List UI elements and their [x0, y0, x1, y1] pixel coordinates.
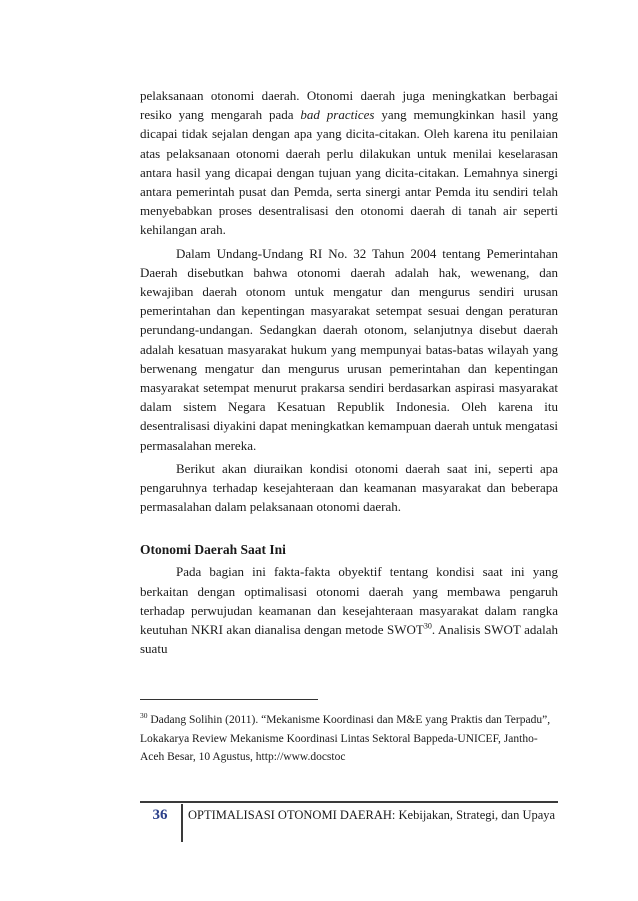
paragraph-4-part-b: . Analisis SWOT adalah suatu	[140, 622, 558, 657]
body-text	[140, 86, 558, 658]
paragraph-4	[140, 562, 558, 658]
footnote-reference[interactable]: 30	[423, 621, 432, 631]
paragraph-1-part-a: pelaksanaan otonomi daerah. Otonomi daerah juga meningkatkan berbagai resiko yang mengarah pada	[140, 88, 558, 123]
paragraph-1-part-b: yang memungkinkan hasil yang dicapai tidak sejalan dengan apa yang dicita-citakan. Oleh karena itu penilaian atas pelaksanaan otonomi daerah perlu dilakukan untuk menilai keselarasan antara hasil yang dicapai dengan tujuan yang dicita-citakan. Lemahnya sinergi antara pemerintah pusat dan Pemda, serta sinergi antar Pemda itu sendiri telah menyebabkan proses desentralisasi den otonomi daerah di tanah air seperti kehilangan arah.	[140, 107, 558, 238]
paragraph-1	[140, 86, 558, 240]
footer-separator	[181, 804, 183, 842]
italic-term: bad practices	[300, 107, 375, 123]
footnote-text: Dadang Solihin (2011). “Mekanisme Koordinasi dan M&E yang Praktis dan Terpadu”, Lokakarya Review Mekanisme Koordinasi Lintas Sektoral Bappeda-UNICEF, Jantho-Aceh Besar, 10 Agustus, http://www.docstoc	[140, 714, 551, 763]
paragraph-4-part-a: Pada bagian ini fakta-fakta obyektif tentang kondisi saat ini yang berkaitan dengan optimalisasi otonomi daerah yang membawa pengaruh terhadap perwujudan keamanan dan kesejahteraan masyarakat dalam rangka keutuhan NKRI akan dianalisa dengan metode SWOT	[140, 564, 558, 638]
footnote-marker: 30	[140, 711, 148, 721]
running-footer-title: OPTIMALISASI OTONOMI DAERAH: Kebijakan, Strategi, dan Upaya	[188, 808, 556, 822]
paragraph-3: Berikut akan diuraikan kondisi otonomi daerah saat ini, seperti apa pengaruhnya terhadap kesejahteraan dan keamanan masyarakat dan beberapa permasalahan dalam pelaksanaan otonomi daerah.	[140, 460, 558, 515]
paragraph-2: Dalam Undang-Undang RI No. 32 Tahun 2004 tentang Pemerintahan Daerah disebutkan bahwa otonomi daerah adalah hak, wewenang, dan kewajiban daerah otonom untuk mengatur dan mengurus sendiri urusan pemerintahan dan kepentingan masyarakat setempat sesuai dengan peraturan perundang-undangan. Sedangkan daerah otonom, selanjutnya disebut daerah adalah kesatuan masyarakat hukum yang mempunyai batas-batas wilayah yang berwenang mengatur dan mengurus urusan pemerintahan dan kepentingan masyarakat setempat menurut prakarsa sendiri berdasarkan aspirasi masyarakat dalam sistem Negara Kesatuan Republik Indonesia. Oleh karena itu desentralisasi diyakini dapat meningkatkan kemampuan daerah untuk mengatasi permasalahan mereka.	[140, 245, 558, 453]
footnote-divider	[140, 699, 318, 700]
footnote	[140, 711, 560, 767]
page-number: 36	[152, 807, 168, 823]
section-heading: Otonomi Daerah Saat Ini	[140, 542, 286, 558]
footer-divider	[140, 801, 558, 803]
